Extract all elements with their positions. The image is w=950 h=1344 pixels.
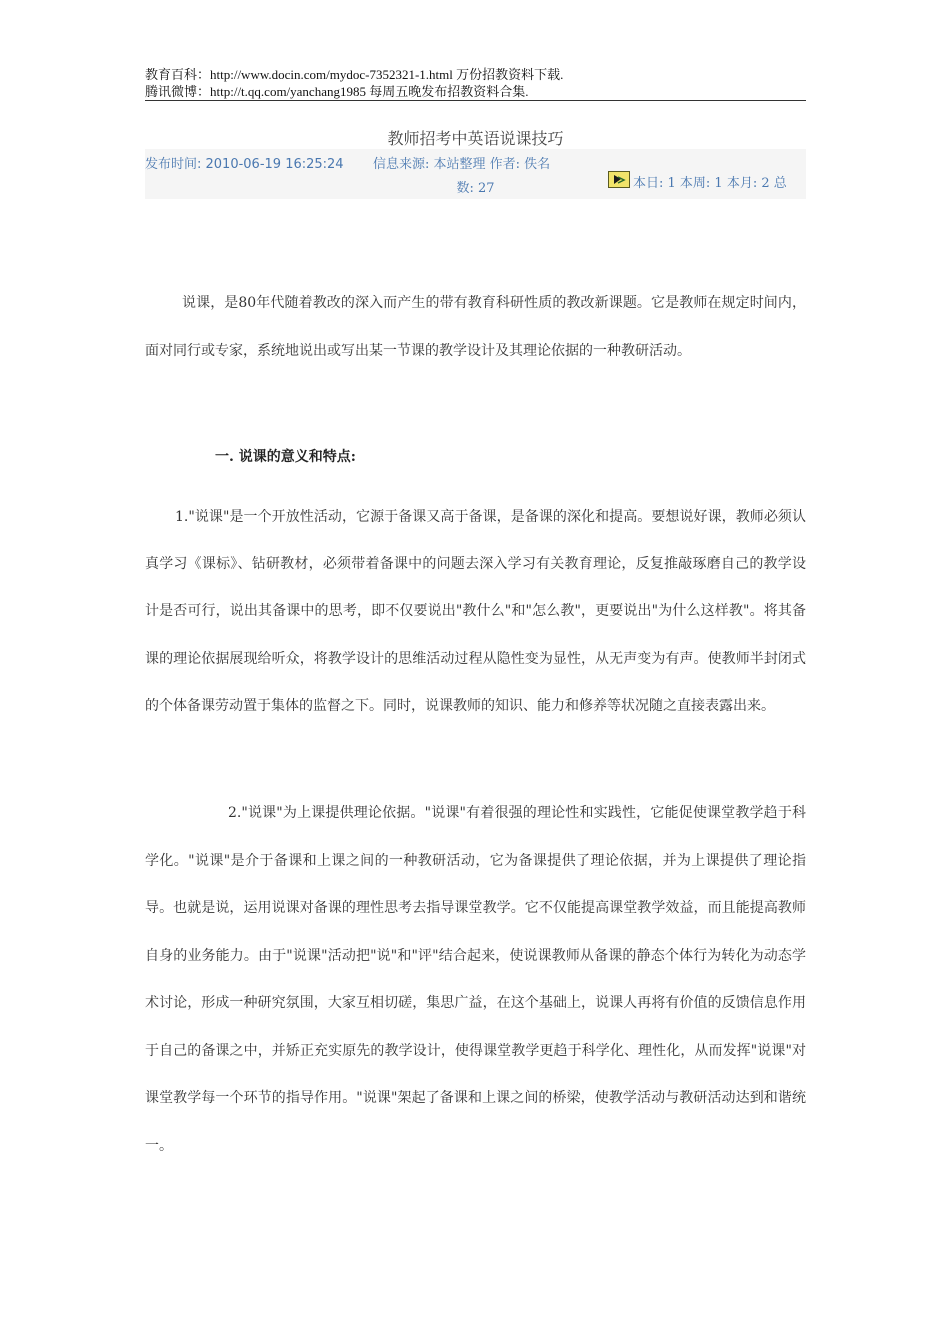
document-header: [145, 66, 806, 100]
section-heading: 一. 说课的意义和特点:: [215, 449, 356, 465]
publish-time: 发布时间: 2010-06-19 16:25:24: [145, 157, 344, 172]
source-author: 信息来源: 本站整理 作者: 佚名: [373, 157, 551, 172]
visit-stats-line1: 本日: 1 本周: 1 本月: 2 总: [633, 176, 787, 191]
article-meta-bar: [145, 149, 806, 199]
paragraph-2: 2."说课"为上课提供理论依据。"说课"有着很强的理论性和实践性，它能促使课堂教学趋于科学化。"说课"是介于备课和上课之间的一种教研活动，它为备课提供了理论依据，并为上课提供了理论指导。也就是说，运用说课对备课的理性思考去指导课堂教学。它不仅能提高课堂教学效益，而且能提高教师自身的业务能力。由于"说课"活动把"说"和"评"结合起来，使说课教师从备课的静态个体行为转化为动态学术讨论，形成一种研究氛围，大家互相切磋，集思广益，在这个基础上，说课人再将有价值的反馈信息作用于自己的备课之中，并矫正充实原先的教学设计，使得课堂教学更趋于科学化、理性化，从而发挥"说课"对课堂教学每一个环节的指导作用。"说课"架起了备课和上课之间的桥梁，使教学活动与教研活动达到和谐统一。: [145, 805, 806, 1154]
visit-stats-line2: 数: 27: [456, 181, 495, 196]
header-divider: [145, 100, 806, 101]
paragraph-1: 1."说课"是一个开放性活动，它源于备课又高于备课，是备课的深化和提高。要想说好课，教师必须认真学习《课标》、钻研教材，必须带着备课中的问题去深入学习有关教育理论，反复推敲琢磨自己的教学设计是否可行，说出其备课中的思考，即不仅要说出"教什么"和"怎么教"，更要说出"为什么这样教"。将其备课的理论依据展现给听众，将教学设计的思维活动过程从隐性变为显性，从无声变为有声。使教师半封闭式的个体备课劳动置于集体的监督之下。同时，说课教师的知识、能力和修养等状况随之直接表露出来。: [145, 509, 806, 714]
header-weibo-line: 腾讯微博：http://t.qq.com/yanchang1985 每周五晚发布招教资料合集.: [145, 84, 529, 99]
article-title: 教师招考中英语说课技巧: [387, 129, 564, 148]
intro-paragraph: 说课，是80年代随着教改的深入而产生的带有教育科研性质的教改新课题。它是教师在规定时间内，面对同行或专家，系统地说出或写出某一节课的教学设计及其理论依据的一种教研活动。: [145, 295, 806, 359]
article-intro-container: [145, 280, 806, 375]
header-baike-line: 教育百科：http://www.docin.com/mydoc-7352321-1.html 万份招教资料下载.: [145, 67, 564, 82]
